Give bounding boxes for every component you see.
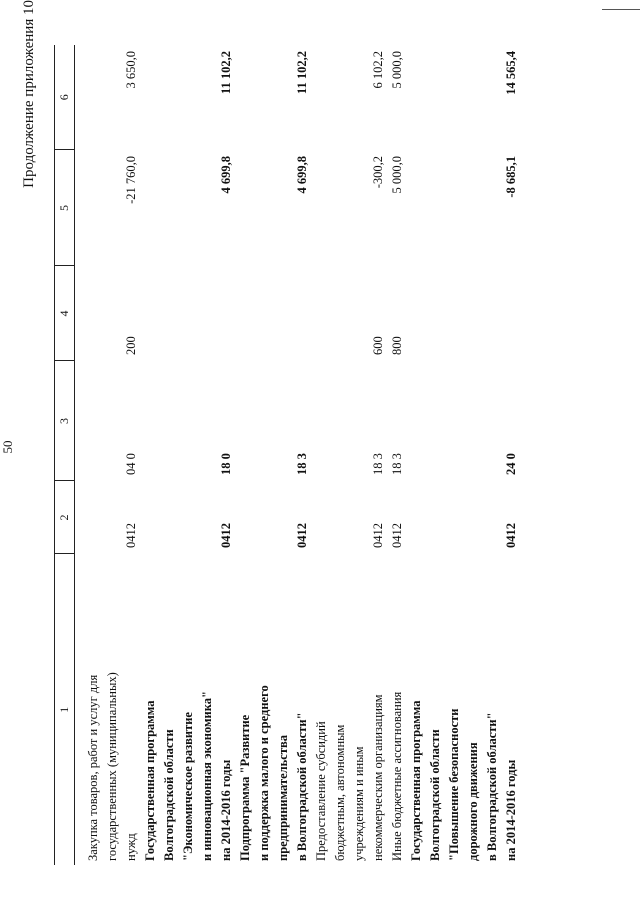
row-expense-type: 800 (390, 336, 404, 355)
table-row (236, 45, 312, 865)
row-target-article: 18 3 (371, 453, 385, 475)
row-name-line: в Волгоградской области" (485, 712, 499, 861)
row-name (388, 554, 407, 865)
header-col-1: 1 (55, 554, 75, 865)
row-name (75, 554, 142, 865)
row-name (312, 554, 388, 865)
table-row (141, 45, 236, 865)
row-code: 0412 (219, 523, 233, 548)
row-name (236, 554, 312, 865)
row-name-line: дорожного движения (466, 742, 480, 861)
row-target-article: 18 0 (219, 453, 233, 475)
row-target-article: 04 0 (124, 453, 138, 475)
row-amount-6: 6 102,2 (371, 51, 385, 89)
row-amount-5: 5 000,0 (390, 156, 404, 194)
row-name-line: Закупка товаров, работ и услуг для (86, 674, 100, 861)
row-name-line: государственных (муниципальных) (105, 672, 119, 861)
row-name-line: и поддержка малого и среднего (257, 685, 271, 861)
row-name-line: и инновационная экономика" (200, 691, 214, 861)
row-code: 0412 (371, 523, 385, 548)
page-number: 50 (0, 440, 15, 454)
row-name-line: предпринимательства (276, 735, 290, 861)
row-amount-6: 14 565,4 (504, 51, 518, 95)
row-name-line: Государственная программа (143, 700, 157, 861)
row-code: 0412 (124, 523, 138, 548)
row-name-line: Предоставление субсидий (314, 721, 328, 861)
row-amount-5: 4 699,8 (295, 156, 309, 194)
row-name-line: на 2014-2016 годы (219, 759, 233, 861)
row-amount-6: 11 102,2 (295, 51, 309, 95)
row-amount-6: 11 102,2 (219, 51, 233, 95)
row-amount-5: -21 760,0 (124, 156, 138, 204)
row-name-line: учреждениям и иным (352, 746, 366, 861)
row-name-line: Государственная программа (409, 700, 423, 861)
header-col-2: 2 (55, 481, 75, 554)
table-header-row (55, 45, 75, 865)
row-name-line: в Волгоградской области" (295, 712, 309, 861)
row-name-line: Подпрограмма "Развитие (238, 714, 252, 861)
table-row (312, 45, 388, 865)
row-name-line: бюджетным, автономным (333, 724, 347, 861)
continuation-label: Продолжение приложения 10 (21, 0, 37, 188)
row-expense-type (407, 266, 521, 361)
table-row (407, 45, 521, 865)
header-col-5: 5 (55, 150, 75, 266)
row-amount-5: -8 685,1 (504, 156, 518, 198)
row-name-line: Волгоградской области (162, 729, 176, 861)
row-expense-type (236, 266, 312, 361)
row-target-article: 18 3 (390, 453, 404, 475)
row-code: 0412 (390, 523, 404, 548)
row-target-article: 24 0 (504, 453, 518, 475)
table-row (75, 45, 142, 865)
table-row (388, 45, 407, 865)
row-amount-5: -300,2 (371, 156, 385, 189)
row-code: 0412 (295, 523, 309, 548)
row-name-line: некоммерческим организациям (371, 694, 385, 861)
row-code: 0412 (504, 523, 518, 548)
row-name-line: "Повышение безопасности (447, 708, 461, 861)
row-target-article: 18 3 (295, 453, 309, 475)
header-col-3: 3 (55, 361, 75, 481)
row-amount-5: 4 699,8 (219, 156, 233, 194)
row-name-line: Волгоградской области (428, 729, 442, 861)
header-col-6: 6 (55, 45, 75, 150)
row-name-line: Иные бюджетные ассигнования (390, 691, 404, 861)
row-name-line: "Экономическое развитие (181, 712, 195, 861)
row-amount-6: 3 650,0 (124, 51, 138, 89)
row-name-line: на 2014-2016 годы (504, 759, 518, 861)
row-name (407, 554, 521, 865)
row-name (141, 554, 236, 865)
row-expense-type (141, 266, 236, 361)
header-col-4: 4 (55, 266, 75, 361)
budget-table (54, 45, 521, 865)
row-name-line: нужд (124, 833, 138, 861)
row-expense-type: 200 (124, 336, 138, 355)
row-amount-6: 5 000,0 (390, 51, 404, 89)
row-expense-type: 600 (371, 336, 385, 355)
